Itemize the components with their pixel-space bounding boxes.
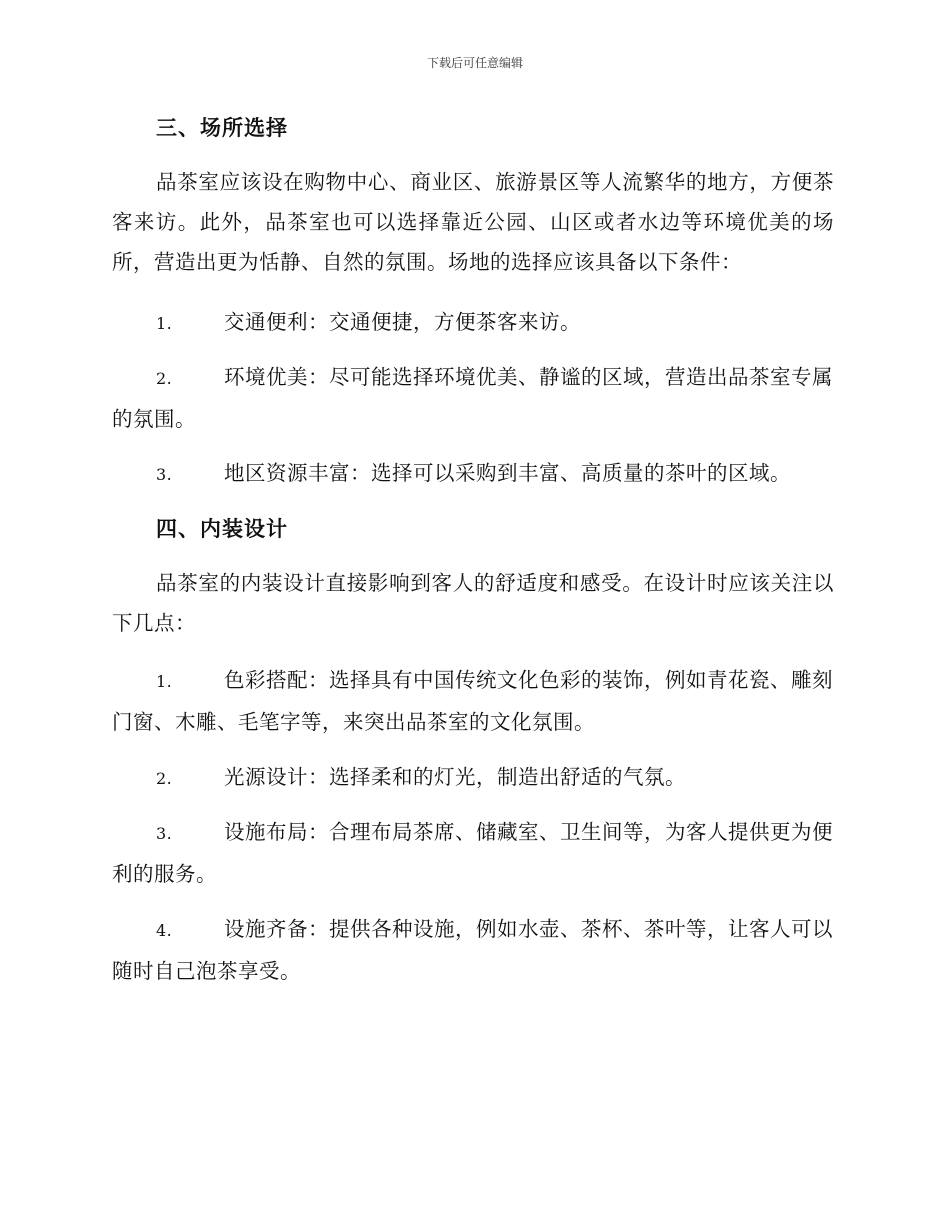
list-item-number: 1. (156, 672, 173, 691)
list-item-text: 色彩搭配：选择具有中国传统文化色彩的装饰，例如青花瓷、雕刻门窗、木雕、毛笔字等，来突出品茶室的文化氛围。 (112, 668, 833, 734)
list-item-number: 3. (156, 824, 173, 843)
list-item-number: 3. (156, 465, 173, 484)
list-item (112, 757, 834, 799)
header-note: 下载后可任意编辑 (426, 56, 523, 70)
list-item (112, 453, 834, 495)
list-item-number: 2. (156, 769, 173, 788)
list-item-text: 地区资源丰富：选择可以采购到丰富、高质量的茶叶的区域。 (224, 461, 791, 485)
list-item-text: 设施布局：合理布局茶席、储藏室、卫生间等，为客人提供更为便利的服务。 (112, 820, 833, 886)
list-item-text: 设施齐备：提供各种设施，例如水壶、茶杯、茶叶等，让客人可以随时自己泡茶享受。 (112, 917, 833, 983)
list-item-text: 光源设计：选择柔和的灯光，制造出舒适的气氛。 (224, 765, 686, 789)
section-intro-site-selection: 品茶室应该设在购物中心、商业区、旅游景区等人流繁华的地方，方便茶客来访。此外，品茶室也可以选择靠近公园、山区或者水边等环境优美的场所，营造出更为恬静、自然的氛围。场地的选择应该具备以下条件： (112, 170, 834, 274)
list-item-number: 2. (156, 369, 173, 388)
list-item (112, 909, 834, 991)
list-item (112, 660, 834, 742)
list-item-text: 环境优美：尽可能选择环境优美、静谧的区域，营造出品茶室专属的氛围。 (112, 365, 833, 431)
section-heading-site-selection: 三、场所选择 (156, 115, 288, 140)
section-intro-interior-design: 品茶室的内装设计直接影响到客人的舒适度和感受。在设计时应该关注以下几点： (112, 571, 834, 635)
list-item (112, 357, 834, 439)
list-item (112, 812, 834, 894)
list-item (112, 302, 834, 344)
section-heading-interior-design: 四、内装设计 (156, 516, 288, 541)
list-item-number: 1. (156, 314, 173, 333)
list-item-number: 4. (156, 921, 173, 940)
list-item-text: 交通便利：交通便捷，方便茶客来访。 (224, 310, 581, 334)
